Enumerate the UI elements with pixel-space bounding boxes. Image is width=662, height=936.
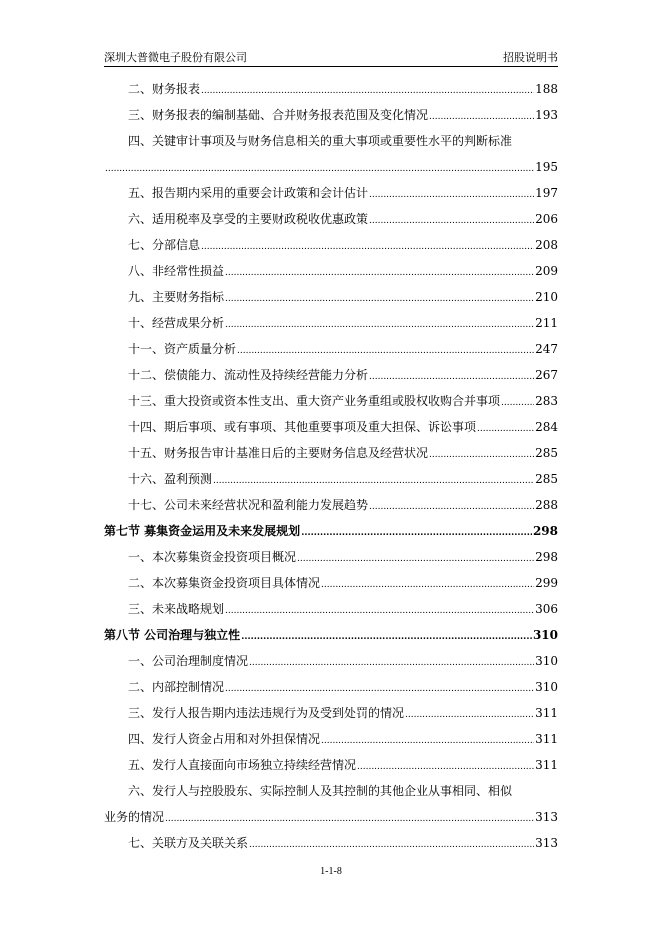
- toc-entry[interactable]: [104, 388, 558, 414]
- toc-leader-dots: [321, 570, 534, 598]
- toc-entry-page-number: 311: [535, 758, 558, 772]
- page-header: [104, 50, 558, 66]
- toc-entry[interactable]: [104, 492, 558, 518]
- toc-entry-page-number: 267: [535, 368, 558, 382]
- table-of-contents: [104, 76, 558, 856]
- toc-leader-dots: [429, 440, 534, 468]
- toc-leader-dots: [357, 752, 534, 780]
- toc-entry[interactable]: [104, 440, 558, 466]
- toc-entry-page-number: 285: [535, 446, 558, 460]
- toc-leader-dots: [369, 180, 534, 208]
- toc-leader-dots: [477, 414, 534, 442]
- toc-leader-dots: [225, 258, 534, 286]
- toc-leader-dots: [249, 648, 534, 676]
- toc-entry-page-number: 197: [535, 186, 558, 200]
- toc-entry-label: 十七、公司未来经营状况和盈利能力发展趋势: [128, 498, 369, 512]
- toc-entry[interactable]: [104, 206, 558, 232]
- toc-entry-page-number: 206: [535, 212, 558, 226]
- toc-entry[interactable]: [104, 102, 558, 128]
- toc-entry-page-number: 310: [535, 654, 558, 668]
- header-rule: [104, 66, 558, 67]
- toc-leader-dots: [501, 388, 534, 416]
- toc-entry-page-number: 195: [535, 160, 558, 174]
- toc-entry[interactable]: [104, 830, 558, 856]
- toc-leader-dots: [225, 596, 534, 624]
- toc-entry-label: 五、发行人直接面向市场独立持续经营情况: [128, 758, 357, 772]
- toc-leader-dots: [237, 336, 534, 364]
- toc-entry[interactable]: [104, 778, 558, 804]
- toc-entry-page-number: 311: [535, 732, 558, 746]
- toc-entry-label: 二、财务报表: [128, 82, 201, 96]
- toc-entry-page-number: 311: [535, 706, 558, 720]
- toc-entry-page-number: 306: [535, 602, 558, 616]
- toc-entry-page-number: 310: [532, 628, 558, 642]
- toc-entry-page-number: 310: [535, 680, 558, 694]
- toc-leader-dots: [201, 76, 534, 104]
- toc-leader-dots: [201, 232, 534, 260]
- toc-entry[interactable]: [104, 414, 558, 440]
- toc-entry-page-number: 299: [535, 576, 558, 590]
- toc-entry-label: 一、公司治理制度情况: [128, 654, 249, 668]
- toc-entry-label: 三、发行人报告期内违法违规行为及受到处罚的情况: [128, 706, 405, 720]
- toc-entry-page-number: 208: [535, 238, 558, 252]
- toc-leader-dots: [249, 830, 534, 858]
- toc-leader-dots: [165, 804, 534, 832]
- toc-entry-page-number: 288: [535, 498, 558, 512]
- toc-entry-continuation[interactable]: [104, 154, 558, 180]
- toc-entry[interactable]: [104, 232, 558, 258]
- toc-leader-dots: [369, 206, 534, 234]
- toc-entry-page-number: 283: [535, 394, 558, 408]
- toc-entry[interactable]: [104, 726, 558, 752]
- toc-entry-label: 十二、偿债能力、流动性及持续经营能力分析: [128, 368, 369, 382]
- toc-entry-page-number: 313: [535, 836, 558, 850]
- toc-entry-label: 二、本次募集资金投资项目具体情况: [128, 576, 321, 590]
- toc-entry-page-number: 210: [535, 290, 558, 304]
- toc-entry[interactable]: [104, 310, 558, 336]
- toc-entry-label: 第八节 公司治理与独立性: [104, 628, 241, 642]
- page-footer: [0, 866, 662, 877]
- toc-entry-page-number: 211: [535, 316, 558, 330]
- toc-leader-dots: [225, 310, 534, 338]
- toc-entry-label: 四、关键审计事项及与财务信息相关的重大事项或重要性水平的判断标准: [128, 134, 513, 148]
- toc-entry[interactable]: [104, 544, 558, 570]
- toc-entry-label: 十一、资产质量分析: [128, 342, 237, 356]
- toc-entry[interactable]: [104, 336, 558, 362]
- toc-entry[interactable]: [104, 180, 558, 206]
- toc-leader-dots: [321, 726, 534, 754]
- toc-entry[interactable]: [104, 596, 558, 622]
- toc-entry[interactable]: [104, 128, 558, 154]
- toc-leader-dots: [369, 492, 534, 520]
- toc-entry-page-number: 188: [535, 82, 558, 96]
- toc-entry-page-number: 285: [535, 472, 558, 486]
- toc-entry-label: 五、报告期内采用的重要会计政策和会计估计: [128, 186, 369, 200]
- toc-entry-label: 三、未来战略规划: [128, 602, 225, 616]
- toc-entry-label: 二、内部控制情况: [128, 680, 225, 694]
- toc-entry[interactable]: [104, 258, 558, 284]
- toc-entry[interactable]: [104, 284, 558, 310]
- toc-leader-dots: [213, 466, 534, 494]
- footer-page-number: 1-1-8: [320, 866, 342, 877]
- toc-leader-dots: [105, 154, 534, 182]
- toc-entry-label: 七、关联方及关联关系: [128, 836, 249, 850]
- toc-leader-dots: [301, 518, 532, 546]
- toc-entry-page-number: 284: [535, 420, 558, 434]
- toc-leader-dots: [369, 362, 534, 390]
- toc-entry-label: 九、主要财务指标: [128, 290, 225, 304]
- toc-entry-page-number: 298: [535, 550, 558, 564]
- toc-entry-section[interactable]: [104, 518, 558, 544]
- toc-entry-label: 一、本次募集资金投资项目概况: [128, 550, 297, 564]
- toc-entry-page-number: 313: [535, 810, 558, 824]
- toc-entry[interactable]: [104, 466, 558, 492]
- toc-entry-label: 六、发行人与控股股东、实际控制人及其控制的其他企业从事相同、相似: [128, 784, 513, 798]
- toc-leader-dots: [225, 674, 534, 702]
- toc-entry-page-number: 247: [535, 342, 558, 356]
- toc-leader-dots: [241, 622, 532, 650]
- toc-entry-label: 十、经营成果分析: [128, 316, 225, 330]
- toc-entry-label: 业务的情况: [104, 810, 165, 824]
- toc-entry-label: 七、分部信息: [128, 238, 201, 252]
- toc-entry-label: 四、发行人资金占用和对外担保情况: [128, 732, 321, 746]
- toc-leader-dots: [405, 700, 534, 728]
- toc-entry-page-number: 193: [535, 108, 558, 122]
- toc-entry-label: 十五、财务报告审计基准日后的主要财务信息及经营状况: [128, 446, 429, 460]
- toc-entry[interactable]: [104, 570, 558, 596]
- toc-entry[interactable]: [104, 700, 558, 726]
- toc-entry[interactable]: [104, 648, 558, 674]
- toc-entry-label: 第七节 募集资金运用及未来发展规划: [104, 524, 301, 538]
- toc-entry-label: 三、财务报表的编制基础、合并财务报表范围及变化情况: [128, 108, 429, 122]
- toc-entry-label: 六、适用税率及享受的主要财政税收优惠政策: [128, 212, 369, 226]
- toc-entry-label: 八、非经常性损益: [128, 264, 225, 278]
- toc-entry[interactable]: [104, 674, 558, 700]
- toc-entry-page-number: 209: [535, 264, 558, 278]
- toc-entry[interactable]: [104, 76, 558, 102]
- toc-entry[interactable]: [104, 362, 558, 388]
- toc-entry-page-number: 298: [532, 524, 558, 538]
- toc-leader-dots: [429, 102, 534, 130]
- toc-entry[interactable]: [104, 752, 558, 778]
- toc-leader-dots: [225, 284, 534, 312]
- toc-leader-dots: [297, 544, 534, 572]
- toc-entry-label: 十六、盈利预测: [128, 472, 213, 486]
- header-document-title: 招股说明书: [503, 51, 558, 64]
- toc-entry-continuation[interactable]: [104, 804, 558, 830]
- toc-entry-label: 十四、期后事项、或有事项、其他重要事项及重大担保、诉讼事项: [128, 420, 477, 434]
- toc-entry-section[interactable]: [104, 622, 558, 648]
- toc-entry-label: 十三、重大投资或资本性支出、重大资产业务重组或股权收购合并事项: [128, 394, 501, 408]
- header-company-name: 深圳大普微电子股份有限公司: [104, 51, 247, 64]
